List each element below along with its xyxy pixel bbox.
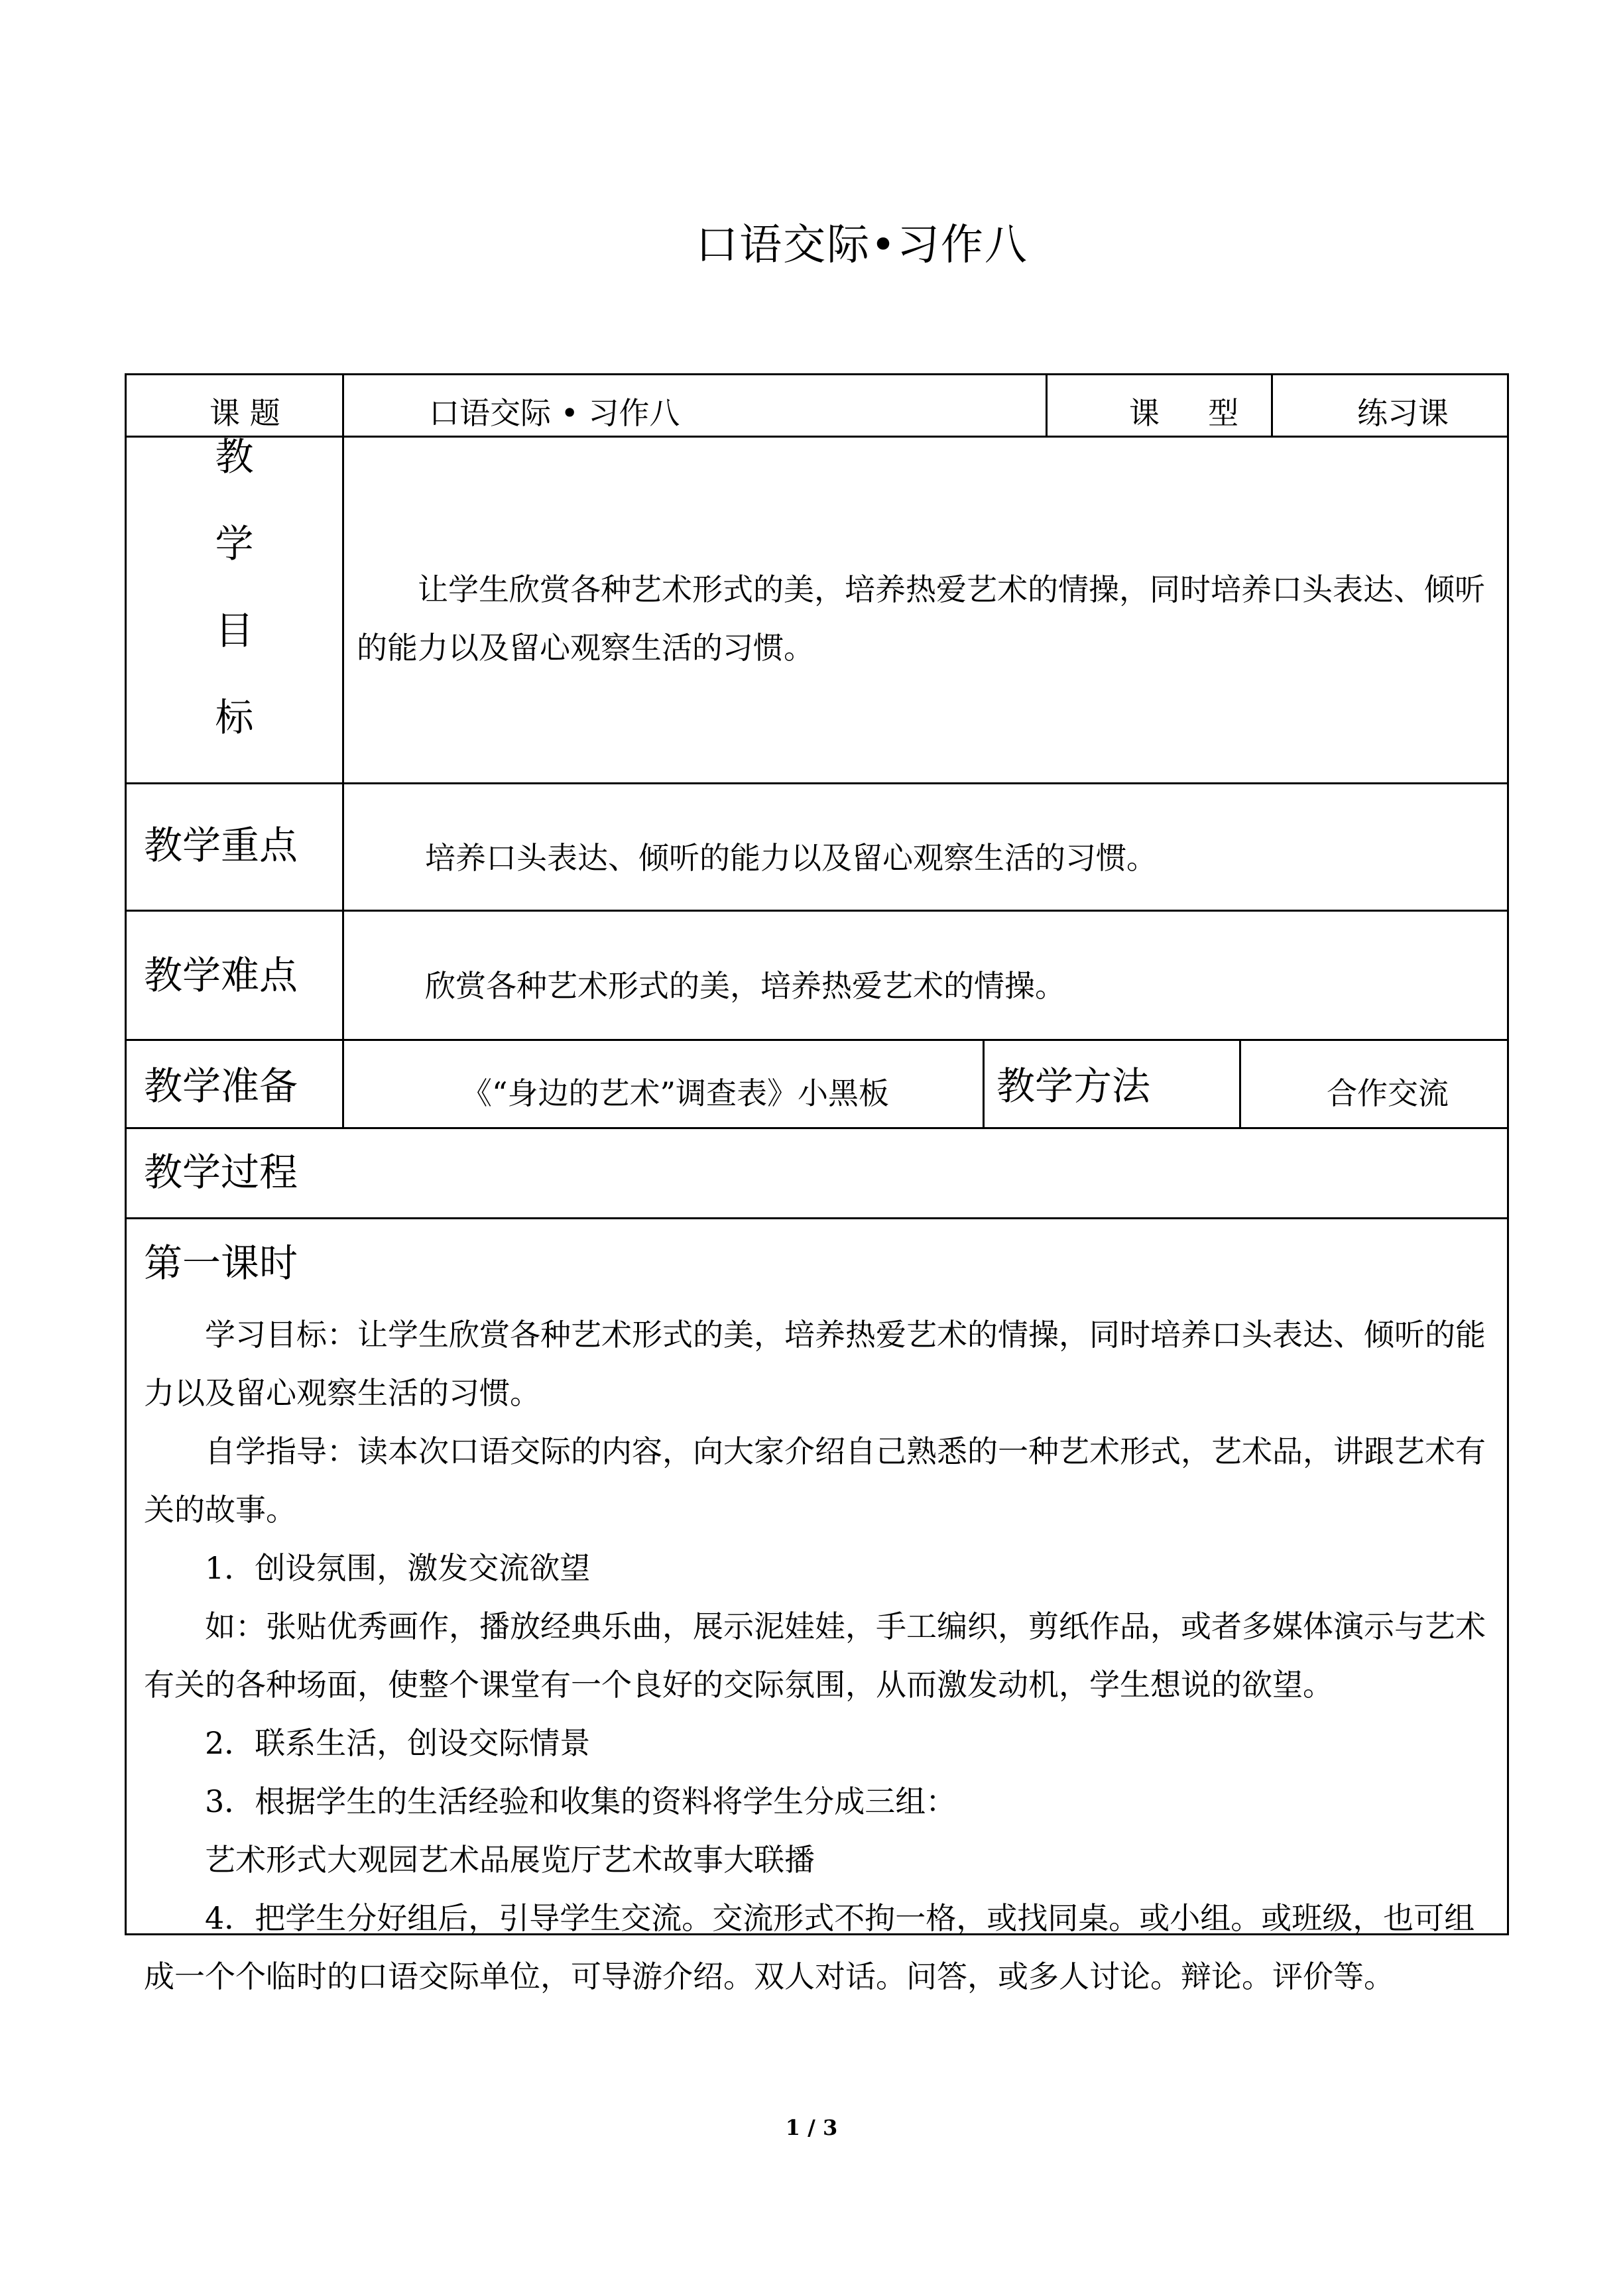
column-divider xyxy=(1239,1039,1241,1127)
method-value: 合作交流 xyxy=(1327,1075,1449,1111)
row-divider xyxy=(127,910,1507,912)
keypoint-text: 培养口头表达、倾听的能力以及留心观察生活的习惯。 xyxy=(425,840,1157,876)
row-divider xyxy=(127,1217,1507,1219)
difficulty-label: 教学难点 xyxy=(144,953,298,998)
objectives-label xyxy=(127,414,342,761)
objectives-label-char: 标 xyxy=(215,695,254,740)
document-title: 口语交际•习作八 xyxy=(695,221,1028,270)
lesson-paragraph: 3．根据学生的生活经验和收集的资料将学生分成三组： xyxy=(205,1783,957,1819)
objectives-label-char: 教 xyxy=(215,434,254,479)
lesson-paragraph: 1．创设氛围，激发交流欲望 xyxy=(205,1550,591,1586)
subject-label: 课 题 xyxy=(210,395,280,431)
row-divider xyxy=(127,1039,1507,1041)
lesson-type-value: 练习课 xyxy=(1357,395,1449,431)
objectives-label-char: 目 xyxy=(215,608,254,653)
method-label: 教学方法 xyxy=(996,1063,1151,1109)
lesson-type-label: 课 型 xyxy=(1129,395,1239,431)
lesson-body xyxy=(144,1305,1494,2006)
prep-label: 教学准备 xyxy=(144,1063,298,1109)
row-divider xyxy=(127,1127,1507,1129)
column-divider xyxy=(342,375,344,1127)
keypoint-label: 教学重点 xyxy=(144,823,298,868)
objectives-text: 让学生欣赏各种艺术形式的美，培养热爱艺术的情操，同时培养口头表达、倾听的能力以及留心观察生活的习惯。 xyxy=(357,572,1485,666)
page-number: 1 / 3 xyxy=(785,2115,838,2140)
difficulty-text: 欣赏各种艺术形式的美，培养热爱艺术的情操。 xyxy=(425,968,1065,1004)
prep-text: 《“身边的艺术”调查表》小黑板 xyxy=(461,1075,890,1111)
lesson-plan-table xyxy=(125,373,1509,1994)
lesson-paragraph: 4．把学生分好组后，引导学生交流。交流形式不拘一格，或找同桌。或小组。或班级，也可组成一个个临时的口语交际单位，可导游介绍。双人对话。问答，或多人讨论。辩论。评价等。 xyxy=(144,1900,1475,1994)
lesson-paragraph: 学习目标：让学生欣赏各种艺术形式的美，培养热爱艺术的情操，同时培养口头表达、倾听的能力以及留心观察生活的习惯。 xyxy=(144,1317,1486,1411)
column-divider xyxy=(983,1039,985,1127)
lesson-paragraph: 自学指导：读本次口语交际的内容，向大家介绍自己熟悉的一种艺术形式，艺术品，讲跟艺术有关的故事。 xyxy=(144,1433,1486,1528)
process-label: 教学过程 xyxy=(144,1150,298,1195)
lesson-heading: 第一课时 xyxy=(144,1240,298,1286)
lesson-paragraph: 2．联系生活，创设交际情景 xyxy=(205,1725,591,1761)
objectives-label-char: 学 xyxy=(215,521,254,566)
subject-value: 口语交际 • 习作八 xyxy=(429,395,680,431)
row-divider xyxy=(127,782,1507,784)
column-divider xyxy=(1271,375,1273,436)
lesson-paragraph: 艺术形式大观园艺术品展览厅艺术故事大联播 xyxy=(205,1842,815,1878)
lesson-paragraph: 如：张贴优秀画作，播放经典乐曲，展示泥娃娃，手工编织，剪纸作品，或者多媒体演示与艺术有关的各种场面，使整个课堂有一个良好的交际氛围，从而激发动机，学生想说的欲望。 xyxy=(144,1608,1486,1703)
column-divider xyxy=(1046,375,1048,436)
